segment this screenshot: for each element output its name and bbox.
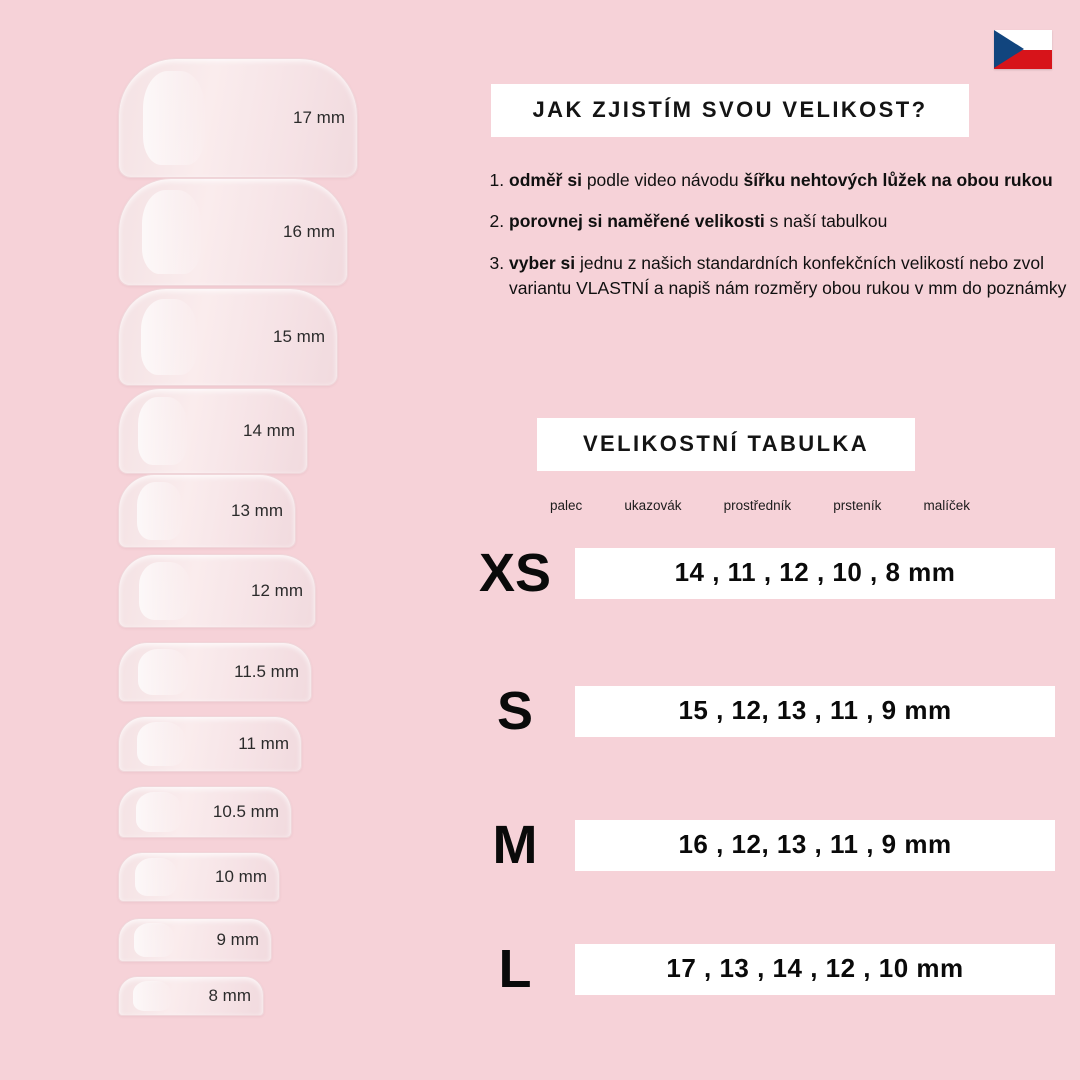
- instruction-step: [509, 209, 1069, 234]
- nail-tip-highlight: [142, 190, 201, 275]
- size-values-m: 16 , 12, 13 , 11 , 9 mm: [575, 820, 1055, 871]
- size-label-s: S: [496, 681, 534, 741]
- table-row: [455, 542, 1055, 604]
- step-text: odměř si: [509, 170, 582, 190]
- nail-tip-highlight: [135, 858, 177, 896]
- nail-tip-highlight: [137, 482, 183, 540]
- nail-tip-highlight: [134, 923, 174, 957]
- finger-label: malíček: [923, 498, 970, 513]
- nail-tip-highlight: [138, 397, 187, 464]
- nail-tip-label: 11.5 mm: [234, 662, 299, 681]
- nail-tip-label: 9 mm: [216, 930, 259, 949]
- nail-tip-label: 10.5 mm: [212, 802, 279, 821]
- table-row: [455, 680, 1055, 742]
- nail-tip: [118, 288, 338, 386]
- nail-tip: [118, 852, 280, 902]
- nail-tip: [118, 474, 296, 548]
- size-label-m: M: [492, 815, 538, 875]
- nail-tip: [118, 716, 302, 772]
- step-text: šířku nehtových lůžek na obou rukou: [743, 170, 1053, 190]
- nail-tip-label: 13 mm: [231, 501, 283, 520]
- nail-tip-highlight: [139, 562, 190, 620]
- step-text: jednu z našich standardních konfekčních velikostí nebo zvol variantu VLASTNÍ a napiš nám rozměry obou rukou v mm do poznámky: [509, 252, 1067, 299]
- nail-tip: [118, 388, 308, 474]
- nail-tip-label: 14 mm: [243, 421, 295, 440]
- nail-tip-label: 17 mm: [293, 108, 345, 127]
- size-values-l: 17 , 13 , 14 , 12 , 10 mm: [575, 944, 1055, 995]
- nail-tip-highlight: [143, 71, 205, 165]
- finger-labels-row: [550, 498, 970, 513]
- nail-tip: [118, 58, 358, 178]
- table-row: [455, 814, 1055, 876]
- how-to-heading: JAK ZJISTÍM SVOU VELIKOST?: [491, 84, 969, 137]
- nail-tip: [118, 554, 316, 628]
- nail-tip-label: 16 mm: [283, 222, 335, 241]
- instruction-steps: [463, 168, 1069, 318]
- instruction-step: [509, 251, 1069, 302]
- nail-tip-highlight: [138, 649, 188, 695]
- nail-tip-label: 15 mm: [273, 327, 325, 346]
- step-text: porovnej si naměřené velikosti: [509, 211, 765, 232]
- nail-tip: [118, 642, 312, 702]
- nail-tip-highlight: [137, 722, 184, 765]
- size-label-xs: XS: [478, 543, 552, 603]
- finger-label: palec: [550, 498, 583, 513]
- size-label-l: L: [498, 939, 532, 999]
- instruction-step: [509, 168, 1069, 193]
- nail-tip-label: 11 mm: [238, 734, 289, 753]
- step-text: s naší tabulkou: [764, 211, 888, 232]
- nail-tip-label: 12 mm: [251, 581, 303, 600]
- info-panel: [455, 0, 1067, 1080]
- nail-tip-highlight: [133, 981, 170, 1011]
- nail-tip-label: 10 mm: [215, 867, 267, 886]
- step-text: vyber si: [509, 252, 576, 273]
- nail-tip: [118, 918, 272, 962]
- table-row: [455, 938, 1055, 1000]
- step-text: podle video návodu: [581, 170, 744, 190]
- size-values-s: 15 , 12, 13 , 11 , 9 mm: [575, 686, 1055, 737]
- nail-tip-diagram: [0, 0, 420, 1080]
- nail-tip-highlight: [141, 299, 198, 376]
- finger-label: ukazovák: [624, 498, 682, 513]
- size-values-xs: 14 , 11 , 12 , 10 , 8 mm: [575, 548, 1055, 599]
- nail-tip-highlight: [136, 792, 181, 832]
- nail-tip: [118, 786, 292, 838]
- finger-label: prsteník: [833, 498, 882, 513]
- finger-label: prostředník: [723, 498, 792, 513]
- nail-tip: [118, 178, 348, 286]
- nail-tip: [118, 976, 264, 1016]
- size-table-heading: VELIKOSTNÍ TABULKA: [537, 418, 915, 471]
- nail-tip-label: 8 mm: [208, 986, 251, 1005]
